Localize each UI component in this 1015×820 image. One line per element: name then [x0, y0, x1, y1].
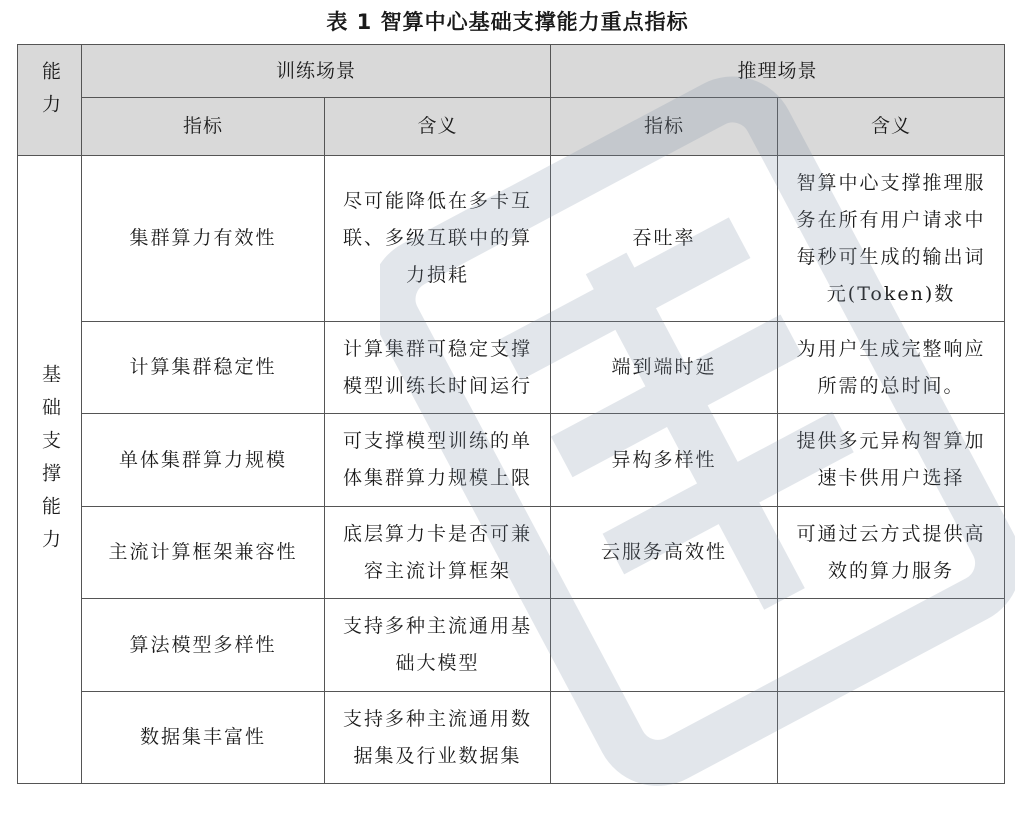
table-caption: 表 1 智算中心基础支撑能力重点指标: [326, 10, 689, 34]
training-meaning: 底层算力卡是否可兼容主流计算框架: [325, 507, 551, 599]
header-training: 训练场景: [82, 45, 551, 98]
training-metric: 单体集群算力规模: [82, 414, 325, 507]
inference-metric: [551, 599, 778, 692]
table-row: [18, 322, 1005, 414]
training-meaning: 可支撑模型训练的单体集群算力规模上限: [325, 414, 551, 507]
header-training-metric: 指标: [82, 98, 325, 156]
inference-metric: 吞吐率: [551, 156, 778, 322]
header-training-meaning: 含义: [325, 98, 551, 156]
inference-meaning: 智算中心支撑推理服务在所有用户请求中每秒可生成的输出词元(Token)数: [778, 156, 1005, 322]
training-metric: 计算集群稳定性: [82, 322, 325, 414]
header-row-2: [18, 98, 1005, 156]
training-metric: 主流计算框架兼容性: [82, 507, 325, 599]
table-row: [18, 507, 1005, 599]
inference-metric: [551, 692, 778, 784]
table-row: [18, 599, 1005, 692]
inference-metric: 云服务高效性: [551, 507, 778, 599]
training-metric: 算法模型多样性: [82, 599, 325, 692]
table-row: [18, 414, 1005, 507]
header-inference: 推理场景: [551, 45, 1005, 98]
inference-meaning: 可通过云方式提供高效的算力服务: [778, 507, 1005, 599]
header-ability: 能力: [18, 45, 82, 156]
inference-meaning: [778, 692, 1005, 784]
inference-meaning: [778, 599, 1005, 692]
inference-metric: 端到端时延: [551, 322, 778, 414]
header-inference-meaning: 含义: [778, 98, 1005, 156]
training-meaning: 尽可能降低在多卡互联、多级互联中的算力损耗: [325, 156, 551, 322]
training-meaning: 计算集群可稳定支撑模型训练长时间运行: [325, 322, 551, 414]
indicator-table: [17, 44, 1005, 784]
header-inference-metric: 指标: [551, 98, 778, 156]
inference-meaning: 提供多元异构智算加速卡供用户选择: [778, 414, 1005, 507]
training-metric: 数据集丰富性: [82, 692, 325, 784]
inference-metric: 异构多样性: [551, 414, 778, 507]
training-metric: 集群算力有效性: [82, 156, 325, 322]
table-row: [18, 692, 1005, 784]
header-row-1: [18, 45, 1005, 98]
training-meaning: 支持多种主流通用数据集及行业数据集: [325, 692, 551, 784]
training-meaning: 支持多种主流通用基础大模型: [325, 599, 551, 692]
category-cell: 基础支撑能力: [18, 156, 82, 784]
table-row: [18, 156, 1005, 322]
inference-meaning: 为用户生成完整响应所需的总时间。: [778, 322, 1005, 414]
